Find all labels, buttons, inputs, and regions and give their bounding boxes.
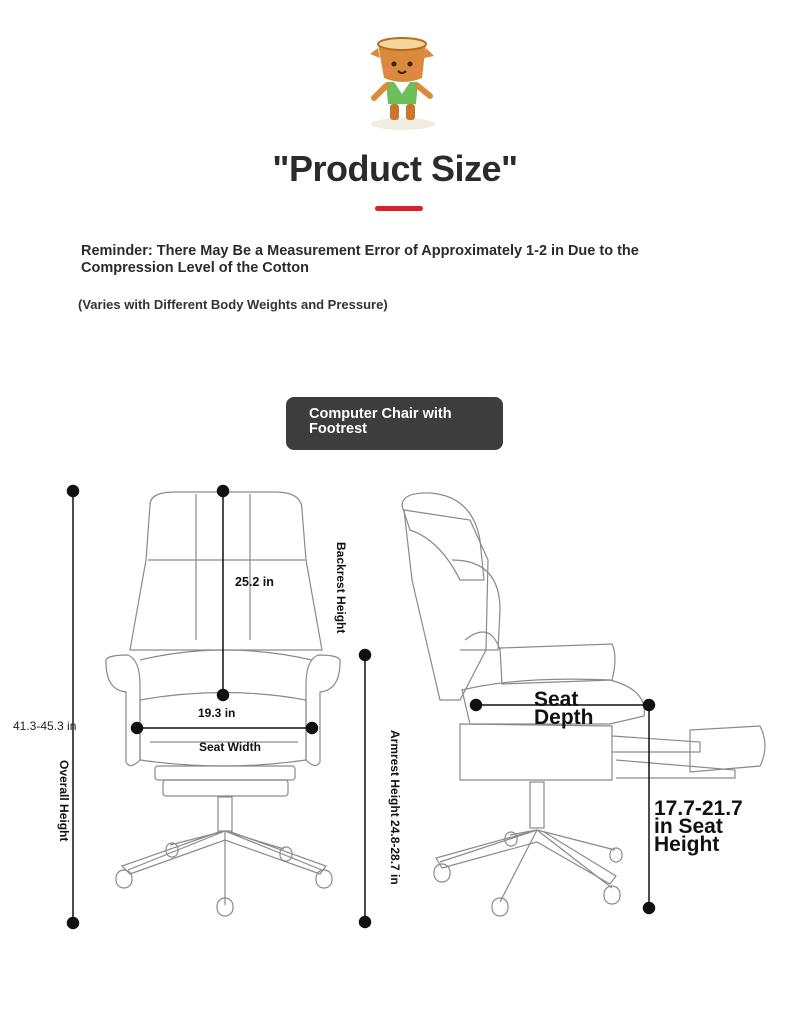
front-base [128,831,322,905]
dimension-diagram [0,470,790,940]
page-title: "Product Size" [272,148,518,189]
front-backrest [130,492,322,650]
side-armrest [500,644,615,684]
front-left-armrest [106,655,140,766]
seat-width-value: 19.3 in [198,706,236,720]
backrest-value: 25.2 in [235,575,274,589]
side-gas-lift [530,782,544,828]
front-gas-lift [218,797,232,831]
side-footrest-pad [690,726,765,772]
tree-stump-mascot-icon [360,34,446,134]
title-underline [375,206,423,211]
weight-note: (Varies with Different Body Weights and Pressure) [78,297,388,312]
backrest-label: Backrest Height [334,542,348,634]
side-backrest [404,510,488,700]
front-seat [140,693,306,767]
seat-width-label: Seat Width [199,740,261,754]
side-base [440,830,615,902]
seat-depth-label: Seat Depth [534,688,594,729]
side-headrest [402,493,484,580]
front-footrest [155,766,295,780]
overall-height-label: Overall Height [57,760,71,842]
front-right-armrest [306,655,340,766]
armrest-height-label: Armrest Height 24.8-28.7 in [388,730,402,885]
overall-height-value: 41.3-45.3 in [13,719,77,733]
measurement-reminder: Reminder: There May Be a Measurement Error of Approximately 1-2 in Due to the Compression Level of the Cotton [81,243,639,276]
seat-height-label: 17.7-21.7 in Seat Height [654,797,743,856]
product-badge: Computer Chair with Footrest [286,397,503,450]
side-footrest-frame [612,736,700,752]
side-seat-base [460,724,612,780]
